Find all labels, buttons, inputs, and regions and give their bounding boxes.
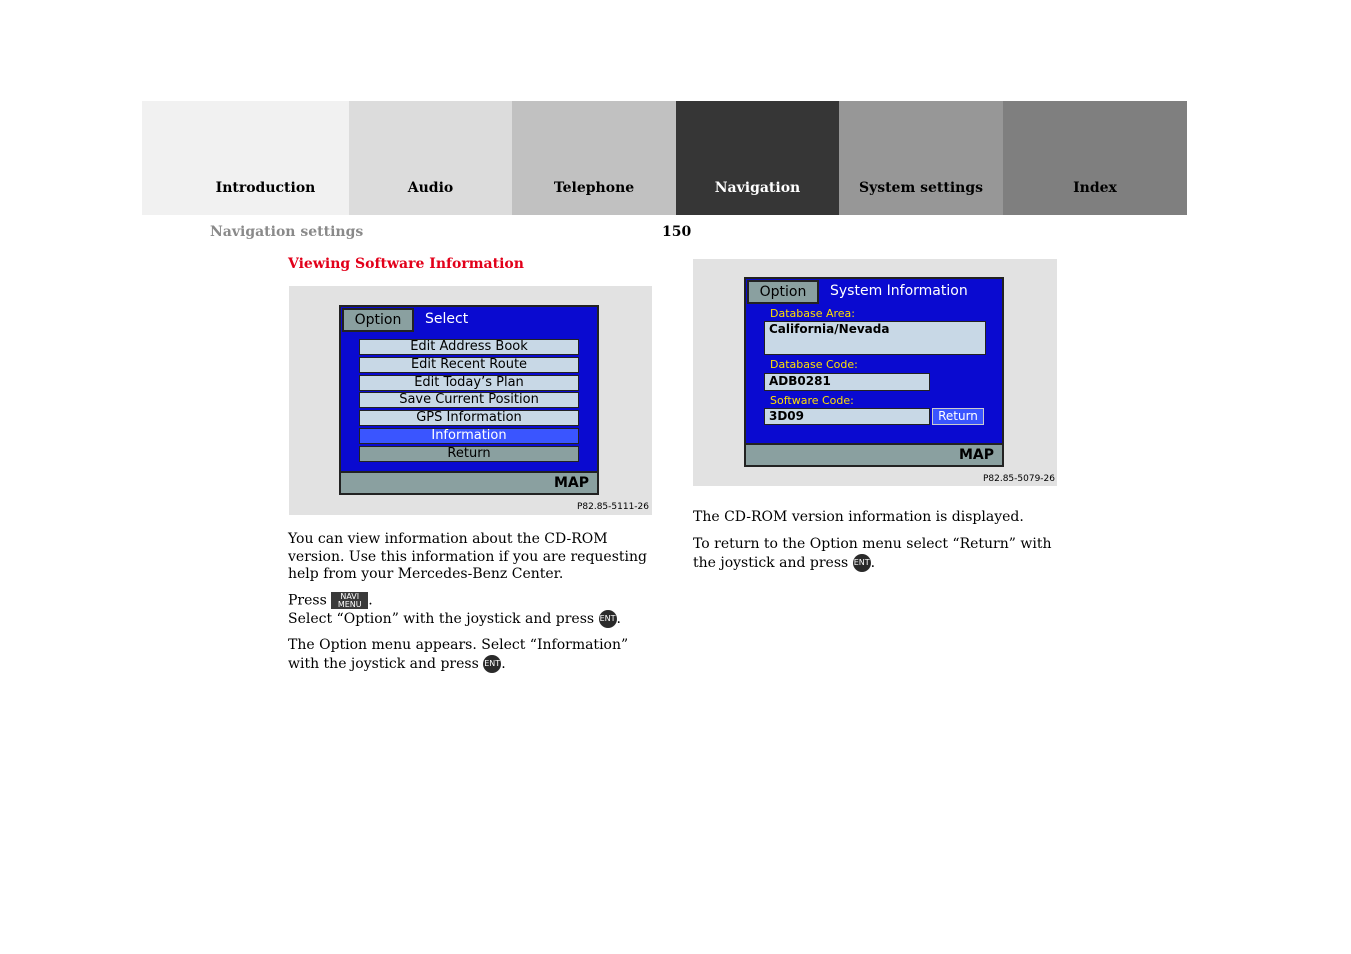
figure-option-menu <box>289 286 652 515</box>
tab-label: Audio <box>407 180 454 196</box>
chapter-tabs <box>142 101 1187 215</box>
figure-code: P82.85-5079-26 <box>982 474 1055 484</box>
ent-key-icon: ENT <box>853 554 871 572</box>
tab-label: Navigation <box>714 180 801 196</box>
map-label: MAP <box>553 475 589 491</box>
cdrom-info-text: The CD-ROM version information is displayed. <box>693 509 1024 525</box>
screen-header: System Information <box>830 283 968 299</box>
database-code-label: Database Code: <box>770 358 858 371</box>
software-code-field: 3D09 <box>764 408 930 425</box>
tab-introduction[interactable] <box>142 101 349 215</box>
option-menu-text: The Option menu appears. Select “Information” with the joystick and press <box>288 637 629 672</box>
tab-telephone[interactable] <box>512 101 676 215</box>
menu-item-edit-address-book: Edit Address Book <box>359 339 579 355</box>
key-label: NAVI <box>340 592 360 601</box>
press-text: Press <box>288 592 327 609</box>
return-instruction: To return to the Option menu select “Return” with the joystick and press ENT. <box>693 536 1052 571</box>
database-code-field: ADB0281 <box>764 373 930 391</box>
tab-system-settings[interactable] <box>839 101 1003 215</box>
tab-label: Telephone <box>553 180 635 196</box>
menu-item-edit-recent-route: Edit Recent Route <box>359 357 579 373</box>
page-heading: Viewing Software Information <box>288 256 524 272</box>
map-bar <box>341 471 597 493</box>
select-option-text: Select “Option” with the joystick and press <box>288 611 595 627</box>
tab-index[interactable] <box>1003 101 1187 215</box>
menu-item-save-current-position: Save Current Position <box>359 392 579 408</box>
ent-key-icon: ENT <box>483 655 501 673</box>
page-number: 150 <box>662 224 692 240</box>
press-instruction: Press NAVI MENU . Select “Option” with the joystick and press ENT. <box>288 592 621 627</box>
figure-system-information <box>693 259 1057 486</box>
system-information-screen <box>744 277 1004 467</box>
key-label: MENU <box>337 600 362 609</box>
option-tab: Option <box>747 280 819 304</box>
database-area-field: California/Nevada <box>764 321 986 355</box>
section-title: Navigation settings <box>210 224 364 240</box>
tab-label: System settings <box>858 180 984 196</box>
intro-paragraph: You can view information about the CD-ROM version. Use this information if you are requesting help from your Mercedes-Benz Center. <box>288 531 647 582</box>
option-menu-instruction: The Option menu appears. Select “Information” with the joystick and press ENT. <box>288 637 629 672</box>
ent-key-icon: ENT <box>599 610 617 628</box>
option-tab: Option <box>342 308 414 332</box>
menu-item-edit-todays-plan: Edit Today’s Plan <box>359 375 579 391</box>
screen-header: Select <box>425 311 469 327</box>
tab-audio[interactable] <box>349 101 512 215</box>
map-bar <box>746 443 1002 465</box>
menu-item-return: Return <box>359 446 579 462</box>
return-text: To return to the Option menu select “Return” with the joystick and press <box>693 536 1052 571</box>
return-button: Return <box>932 408 984 425</box>
figure-code: P82.85-5111-26 <box>576 502 649 512</box>
software-code-label: Software Code: <box>770 394 854 407</box>
option-menu-screen <box>339 305 599 495</box>
tab-navigation[interactable] <box>676 101 839 215</box>
tab-label: Index <box>1073 180 1117 196</box>
navi-menu-key-icon <box>331 592 368 609</box>
tab-label: Introduction <box>215 180 316 196</box>
database-area-label: Database Area: <box>770 307 856 320</box>
menu-item-gps-information: GPS Information <box>359 410 579 426</box>
map-label: MAP <box>958 447 994 463</box>
menu-item-information: Information <box>359 428 579 444</box>
option-menu-list <box>359 339 579 464</box>
